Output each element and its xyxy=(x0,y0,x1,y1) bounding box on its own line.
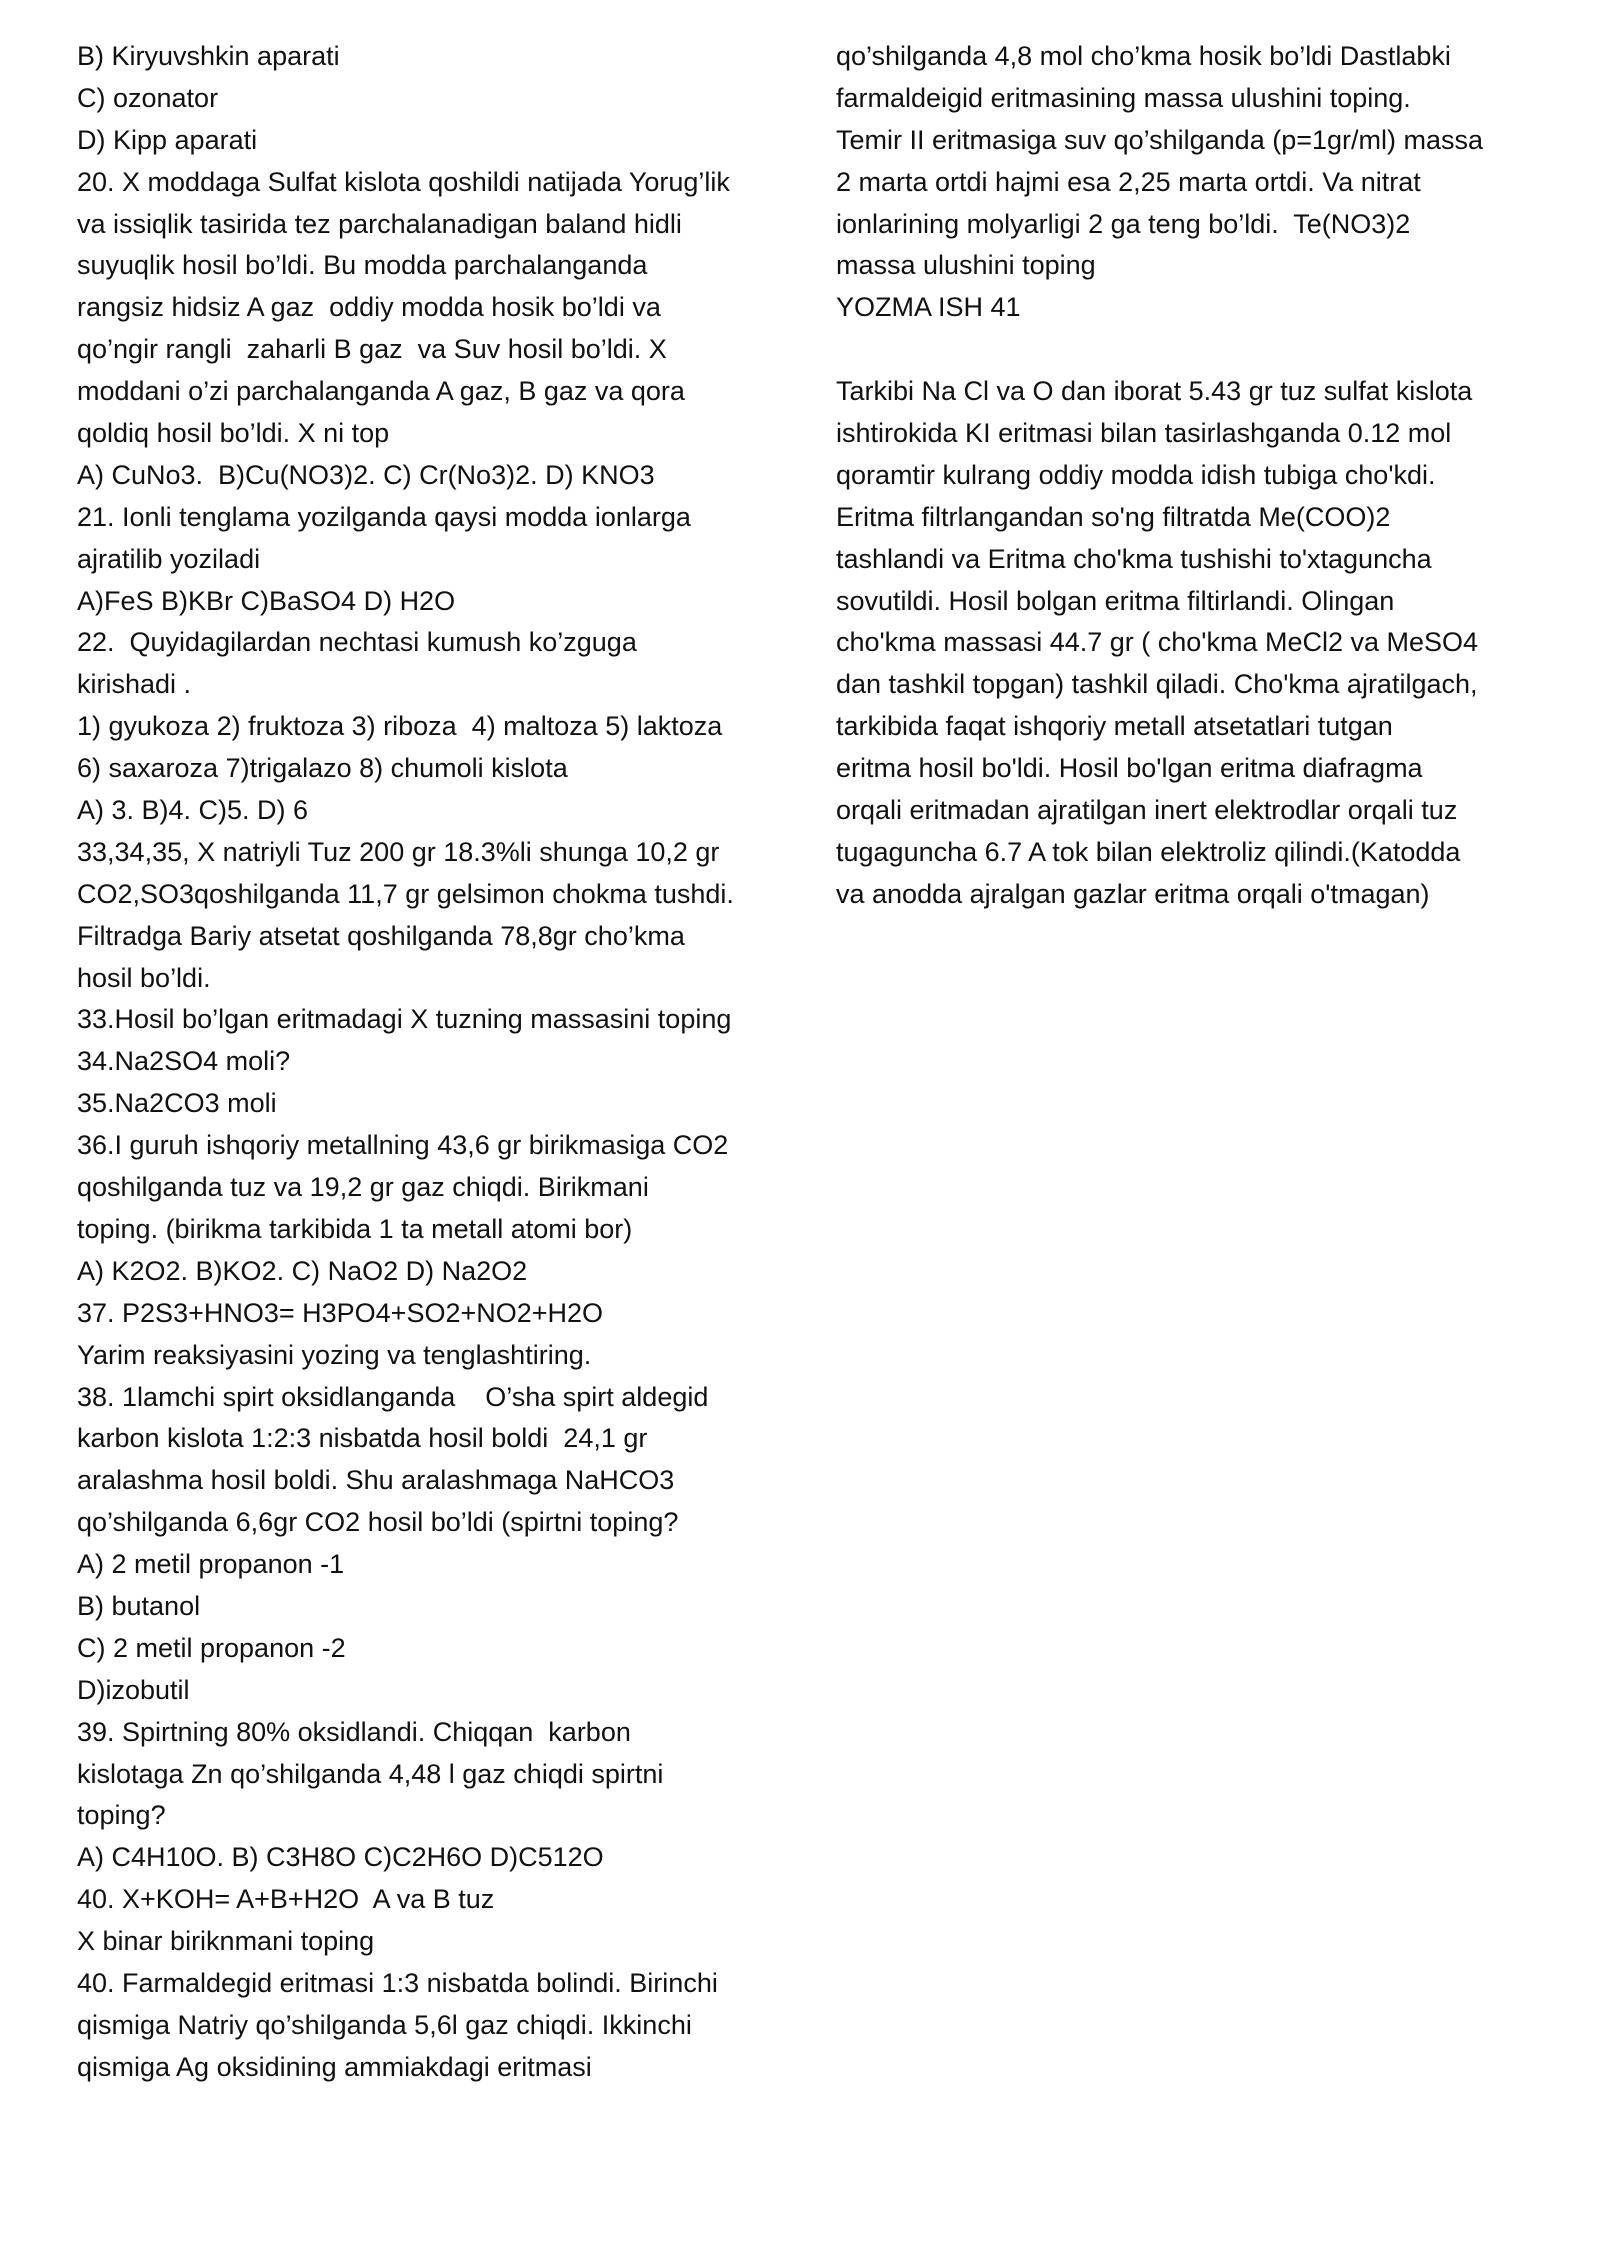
right-column-line: sovutildi. Hosil bolgan eritma filtirlandi. Olingan xyxy=(836,585,1395,616)
left-column-line: 6) saxaroza 7)trigalazo 8) chumoli kislota xyxy=(77,753,568,784)
left-column-line: A) C4H10O. B) C3H8O C)C2H6O D)C512O xyxy=(77,1842,604,1873)
left-column-line: qoldiq hosil bo’ldi. X ni top xyxy=(77,418,390,449)
left-column-line: hosil bo’ldi. xyxy=(77,962,211,993)
right-column-line: farmaldeigid eritmasining massa ulushini toping. xyxy=(836,82,1411,113)
left-column-line: CO2,SO3qoshilganda 11,7 gr gelsimon chokma tushdi. xyxy=(77,878,734,909)
right-column-line: tugaguncha 6.7 A tok bilan elektroliz qilindi.(Katodda xyxy=(836,836,1461,867)
right-column-line: ionlarining molyarligi 2 ga teng bo’ldi. Te(NO3)2 xyxy=(836,208,1411,239)
left-column-line: ajratilib yoziladi xyxy=(77,543,261,574)
left-column-line: C) 2 metil propanon -2 xyxy=(77,1632,346,1663)
left-column-line: 20. X moddaga Sulfat kislota qoshildi natijada Yorug’lik xyxy=(77,166,730,197)
left-column-line: 40. Farmaldegid eritmasi 1:3 nisbatda bolindi. Birinchi xyxy=(77,1967,718,1998)
left-column-line: 40. X+KOH= A+B+H2O A va B tuz xyxy=(77,1884,495,1915)
left-column-line: B) Kiryuvshkin aparati xyxy=(77,41,340,71)
left-column-line: A) CuNo3. B)Cu(NO3)2. C) Cr(No3)2. D) KNO3 xyxy=(77,459,655,490)
left-column-line: Filtradga Bariy atsetat qoshilganda 78,8gr cho’kma xyxy=(77,920,685,951)
right-column-line: ishtirokida KI eritmasi bilan tasirlashganda 0.12 mol xyxy=(836,418,1452,449)
left-column-line: A) 3. B)4. C)5. D) 6 xyxy=(77,795,309,826)
left-column-line: qismiga Natriy qo’shilganda 5,6l gaz chiqdi. Ikkinchi xyxy=(77,2009,692,2040)
left-column-line: qoshilganda tuz va 19,2 gr gaz chiqdi. Birikmani xyxy=(77,1172,649,1203)
left-column-line: toping? xyxy=(77,1800,166,1831)
left-column-line: 22. Quyidagilardan nechtasi kumush ko’zguga xyxy=(77,627,637,658)
left-column-line: 38. 1lamchi spirt oksidlanganda O’sha spirt aldegid xyxy=(77,1381,709,1412)
left-column-line: 35.Na2CO3 moli xyxy=(77,1088,277,1119)
right-column-line: eritma hosil bo'ldi. Hosil bo'lgan eritma diafragma xyxy=(836,753,1423,784)
left-column-line: 21. Ionli tenglama yozilganda qaysi modda ionlarga xyxy=(77,501,691,532)
left-column-line: X binar biriknmani toping xyxy=(77,1926,375,1957)
right-column-line: 2 marta ortdi hajmi esa 2,25 marta ortdi. Va nitrat xyxy=(836,166,1421,197)
right-column xyxy=(836,36,1536,916)
left-column-line: aralashma hosil boldi. Shu aralashmaga NaHCO3 xyxy=(77,1465,675,1496)
left-column-line: C) ozonator xyxy=(77,82,219,113)
left-column-line: moddani o’zi parchalanganda A gaz, B gaz va qora xyxy=(77,376,685,407)
right-column-line: Eritma filtrlangandan so'ng filtratda Me(COO)2 xyxy=(836,501,1391,532)
right-column-line xyxy=(836,329,1536,371)
left-column-line: toping. (birikma tarkibida 1 ta metall atomi bor) xyxy=(77,1213,633,1244)
left-column-line: A) K2O2. B)KO2. C) NaO2 D) Na2O2 xyxy=(77,1255,528,1286)
left-column xyxy=(77,36,757,2089)
left-column-line: karbon kislota 1:2:3 nisbatda hosil boldi 24,1 gr xyxy=(77,1423,648,1454)
left-column-line: 37. P2S3+HNO3= H3PO4+SO2+NO2+H2O xyxy=(77,1297,604,1328)
left-column-line: 34.Na2SO4 moli? xyxy=(77,1046,291,1077)
left-column-line: D)izobutil xyxy=(77,1674,190,1705)
left-column-line: qo’shilganda 6,6gr CO2 hosil bo’ldi (spirtni toping? xyxy=(77,1507,679,1538)
left-column-line: kirishadi . xyxy=(77,669,192,700)
left-column-line: 39. Spirtning 80% oksidlandi. Chiqqan karbon xyxy=(77,1716,631,1747)
right-column-line: massa ulushini toping xyxy=(836,250,1096,281)
left-column-line: suyuqlik hosil bo’ldi. Bu modda parchalanganda xyxy=(77,250,648,281)
right-column-line: qoramtir kulrang oddiy modda idish tubiga cho'kdi. xyxy=(836,459,1436,490)
left-column-line: D) Kipp aparati xyxy=(77,124,258,155)
left-column-line: Yarim reaksiyasini yozing va tenglashtiring. xyxy=(77,1339,592,1370)
right-column-line: orqali eritmadan ajratilgan inert elektrodlar orqali tuz xyxy=(836,795,1458,826)
left-column-line: kislotaga Zn qo’shilganda 4,48 l gaz chiqdi spirtni xyxy=(77,1758,664,1789)
right-column-line: tashlandi va Eritma cho'kma tushishi to'xtaguncha xyxy=(836,543,1432,574)
right-column-line: Tarkibi Na Cl va O dan iborat 5.43 gr tuz sulfat kislota xyxy=(836,376,1473,407)
left-column-line: 36.I guruh ishqoriy metallning 43,6 gr birikmasiga CO2 xyxy=(77,1130,729,1161)
left-column-line: 33.Hosil bo’lgan eritmadagi X tuzning massasini toping xyxy=(77,1004,732,1035)
left-column-line: 33,34,35, X natriyli Tuz 200 gr 18.3%li shunga 10,2 gr xyxy=(77,836,720,867)
left-column-line: A) 2 metil propanon -1 xyxy=(77,1549,345,1580)
left-column-line: va issiqlik tasirida tez parchalanadigan baland hidli xyxy=(77,208,682,239)
right-column-line: va anodda ajralgan gazlar eritma orqali o'tmagan) xyxy=(836,878,1430,909)
left-column-line: qismiga Ag oksidining ammiakdagi eritmasi xyxy=(77,2051,592,2082)
right-column-line: dan tashkil topgan) tashkil qiladi. Cho'kma ajratilgach, xyxy=(836,669,1478,700)
left-column-line: 1) gyukoza 2) fruktoza 3) riboza 4) maltoza 5) laktoza xyxy=(77,711,723,742)
left-column-line: rangsiz hidsiz A gaz oddiy modda hosik bo’ldi va xyxy=(77,292,661,323)
left-column-line: qo’ngir rangli zaharli B gaz va Suv hosil bo’ldi. X xyxy=(77,334,667,365)
right-column-line: Temir II eritmasiga suv qo’shilganda (p=1gr/ml) massa xyxy=(836,124,1484,155)
right-column-line: tarkibida faqat ishqoriy metall atsetatlari tutgan xyxy=(836,711,1393,742)
left-column-line: B) butanol xyxy=(77,1590,201,1621)
left-column-line: A)FeS B)KBr C)BaSO4 D) H2O xyxy=(77,585,456,616)
right-column-line: YOZMA ISH 41 xyxy=(836,292,1021,323)
right-column-line: cho'kma massasi 44.7 gr ( cho'kma MeCl2 va MeSO4 xyxy=(836,627,1479,658)
right-column-line: qo’shilganda 4,8 mol cho’kma hosik bo’ldi Dastlabki xyxy=(836,41,1451,71)
